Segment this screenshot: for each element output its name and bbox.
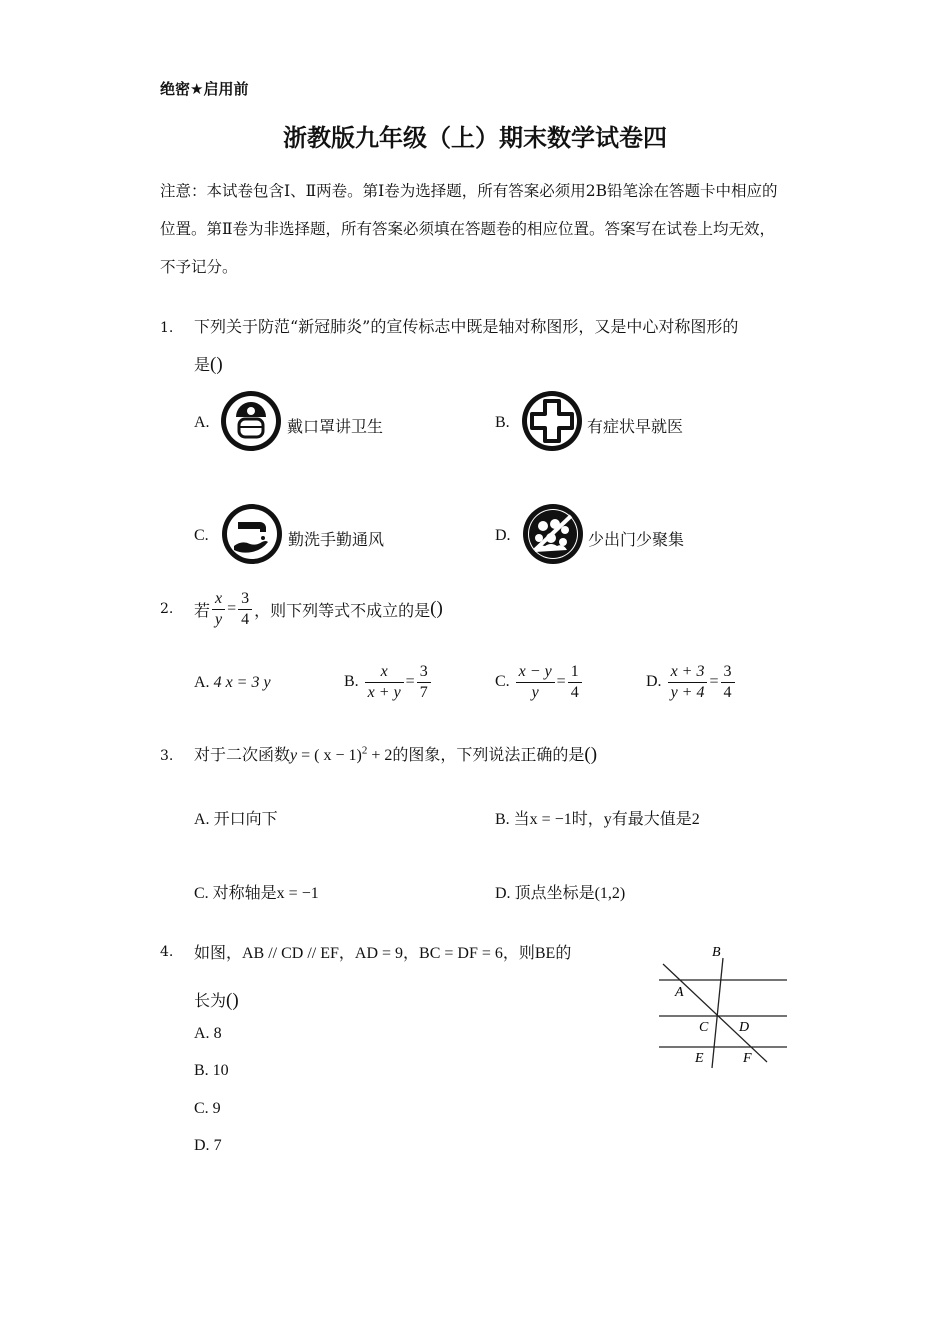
q4-option-b[interactable]: B. 10 xyxy=(194,1062,229,1079)
q1-text-line1: 下列关于防范“新冠肺炎”的宣传标志中既是轴对称图形，又是中心对称图形的 xyxy=(194,317,739,336)
label-f: F xyxy=(743,1051,752,1066)
q4-option-a[interactable]: A. 8 xyxy=(194,1025,222,1042)
q3-option-b[interactable]: B. 当x = −1时，y有最大值是2 xyxy=(495,811,700,828)
q1-option-c-key[interactable]: C. xyxy=(194,527,209,544)
q1-number: 1. xyxy=(160,320,174,336)
q2-suffix: ，则下列等式不成立的是 xyxy=(254,602,431,620)
q2-option-a-expr: 4 x = 3 y xyxy=(213,674,271,691)
q4-number: 4. xyxy=(160,944,174,960)
hand-washing-icon xyxy=(220,502,284,566)
transversal-be xyxy=(712,958,723,1068)
q2-option-c-fraction: $\frac{x - y}{y}$ xyxy=(516,662,555,703)
q3-prefix: 对于二次函数 xyxy=(194,747,291,764)
q2-option-c-value: $\frac{1}{4}$ xyxy=(568,662,582,703)
q2-answer-paren: () xyxy=(430,598,443,619)
q2-text: 若 $\frac{x}{y}$ = $\frac{3}{4}$ ，则下列等式不成立的是 () xyxy=(194,589,443,628)
exam-notice: 注意：本试卷包含Ⅰ、Ⅱ两卷。第Ⅰ卷为选择题，所有答案必须用2B铅笔涂在答题卡中相应的位置。第Ⅱ卷为非选择题，所有答案必须填在答题卷的相应位置。答案写在试卷上均无效，不予记分。 xyxy=(160,182,778,276)
secret-label: 绝密★启用前 xyxy=(160,80,249,98)
no-crowd-icon xyxy=(521,502,585,566)
q4-answer-paren: () xyxy=(226,990,239,1011)
parallel-lines-figure xyxy=(655,940,795,1070)
q3-text xyxy=(194,742,597,766)
q1-option-d-key[interactable]: D. xyxy=(495,527,511,544)
q2-condition-fraction-left: $\frac{x}{y}$ xyxy=(212,589,225,630)
q2-option-b-fraction: $\frac{x}{x + y}$ xyxy=(365,662,404,703)
mask-face-icon xyxy=(219,389,283,453)
q2-option-b-value: $\frac{3}{7}$ xyxy=(417,662,431,703)
q2-option-c[interactable]: C. $\frac{x - y}{y}$ = $\frac{1}{4}$ xyxy=(495,656,584,708)
q2-condition-fraction-right: $\frac{3}{4}$ xyxy=(238,589,252,630)
q3-number: 3. xyxy=(160,748,174,764)
label-e: E xyxy=(695,1051,704,1066)
q3-func-mid: = ( x − 1) xyxy=(297,747,362,764)
label-b: B xyxy=(712,945,721,960)
q1-option-a-key[interactable]: A. xyxy=(194,414,210,431)
q3-answer-paren: () xyxy=(584,744,598,765)
q1-option-a-caption: 戴口罩讲卫生 xyxy=(287,419,384,436)
q1-text xyxy=(194,308,794,384)
q3-func-exp: 2 xyxy=(361,744,368,757)
q2-option-d-value: $\frac{3}{4}$ xyxy=(721,662,735,703)
q4-text-line1: 如图，AB // CD // EF，AD = 9，BC = DF = 6，则BE的 xyxy=(194,945,572,962)
medical-cross-icon xyxy=(520,389,584,453)
q1-option-b-key[interactable]: B. xyxy=(495,414,510,431)
q4-option-d[interactable]: D. 7 xyxy=(194,1137,222,1154)
q4-option-c[interactable]: C. 9 xyxy=(194,1100,221,1117)
q1-option-b-caption: 有症状早就医 xyxy=(587,419,684,436)
q2-number: 2. xyxy=(160,601,174,617)
q2-option-a[interactable]: A. 4 x = 3 y xyxy=(194,674,271,691)
q3-option-d[interactable]: D. 顶点坐标是(1,2) xyxy=(495,885,626,902)
q3-option-c[interactable]: C. 对称轴是x = −1 xyxy=(194,885,319,902)
q4-text-line2: 长为() xyxy=(194,990,239,1011)
q3-func-lhs: y xyxy=(290,747,298,764)
q1-answer-paren: () xyxy=(210,354,223,375)
page-title: 浙教版九年级（上）期末数学试卷四 xyxy=(283,124,667,152)
label-d: D xyxy=(739,1020,750,1035)
q2-option-d-fraction: $\frac{x + 3}{y + 4}$ xyxy=(668,662,708,703)
q2-prefix: 若 xyxy=(194,602,211,620)
q2-option-b[interactable]: B. $\frac{x}{x + y}$ = $\frac{3}{7}$ xyxy=(344,656,433,708)
q3-func-tail: + 2 xyxy=(367,747,393,764)
q2-option-d[interactable]: D. $\frac{x + 3}{y + 4}$ = $\frac{3}{4}$ xyxy=(646,656,737,708)
q1-option-d-caption: 少出门少聚集 xyxy=(588,532,685,549)
q1-text-line2: 是 xyxy=(194,355,211,374)
q1-option-c-caption: 勤洗手勤通风 xyxy=(288,532,385,549)
label-c: C xyxy=(699,1020,709,1035)
q3-option-a[interactable]: A. 开口向下 xyxy=(194,811,278,828)
label-a: A xyxy=(675,985,684,1000)
q3-suffix: 的图象，下列说法正确的是 xyxy=(392,747,585,764)
